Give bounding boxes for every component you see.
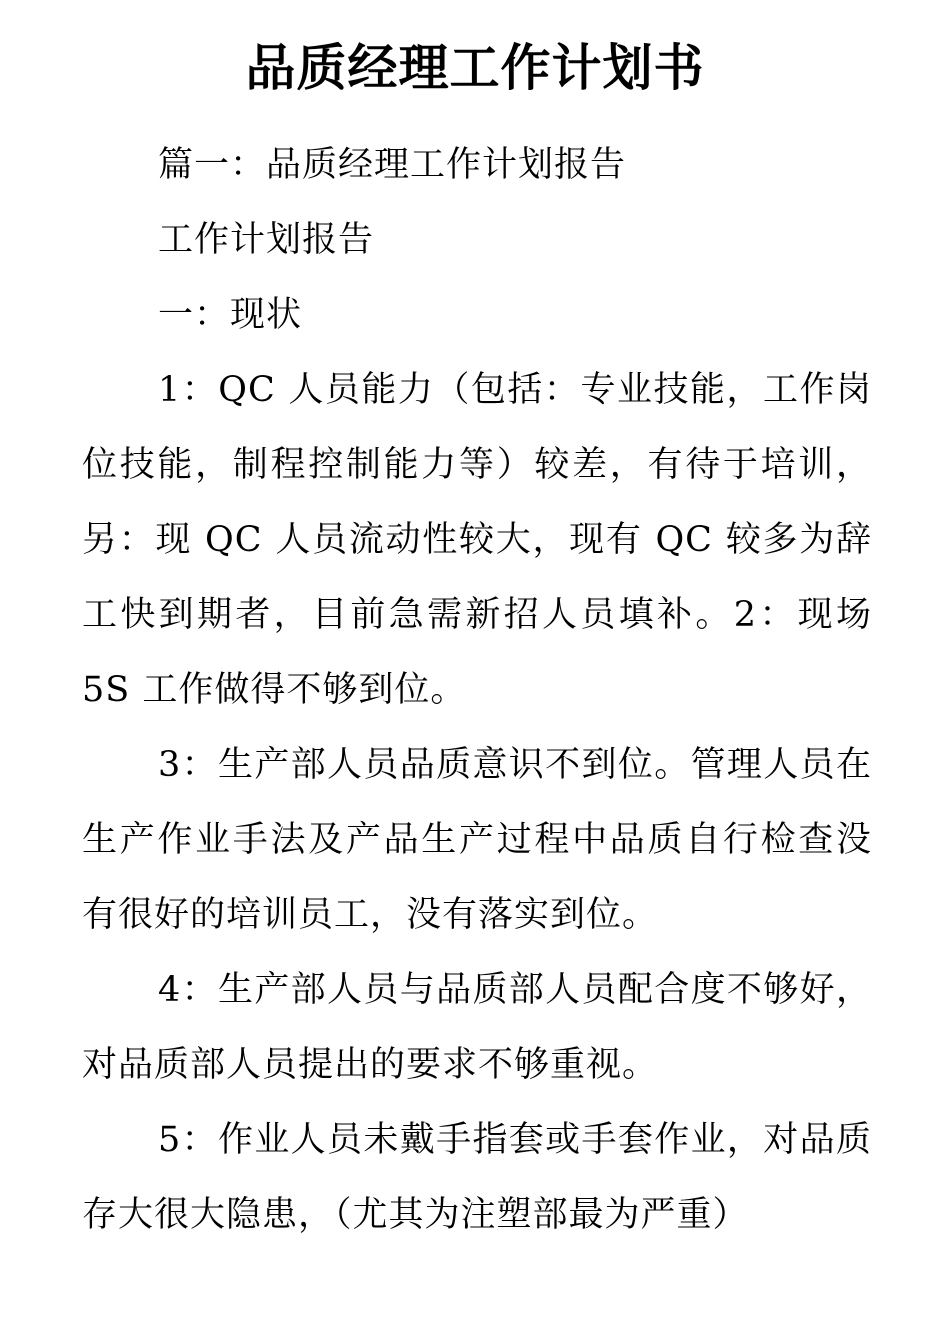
section-heading-part-one: 篇一：品质经理工作计划报告: [158, 145, 627, 185]
subheading-work-plan-report: 工作计划报告: [158, 220, 375, 260]
paragraph-item-4: 4：生产部人员与品质部人员配合度不够好，对品质部人员提出的要求不够重视。: [82, 970, 872, 1085]
subheading-current-status: 一：现状: [158, 295, 303, 335]
paragraph-item-3: 3：生产部人员品质意识不到位。管理人员在生产作业手法及产品生产过程中品质自行检查没有很好的培训员工，没有落实到位。: [82, 745, 872, 935]
document-body: [82, 128, 872, 1253]
paragraph-item-1-2: 1：QC 人员能力（包括：专业技能，工作岗位技能，制程控制能力等）较差，有待于培训，另：现 QC 人员流动性较大，现有 QC 较多为辞工快到期者，目前急需新招人员填补。2：现场 5S 工作做得不够到位。: [82, 370, 872, 710]
document-title: 品质经理工作计划书: [245, 39, 705, 97]
paragraph-item-5: 5：作业人员未戴手指套或手套作业，对品质存大很大隐患，（尤其为注塑部最为严重）: [82, 1120, 872, 1235]
